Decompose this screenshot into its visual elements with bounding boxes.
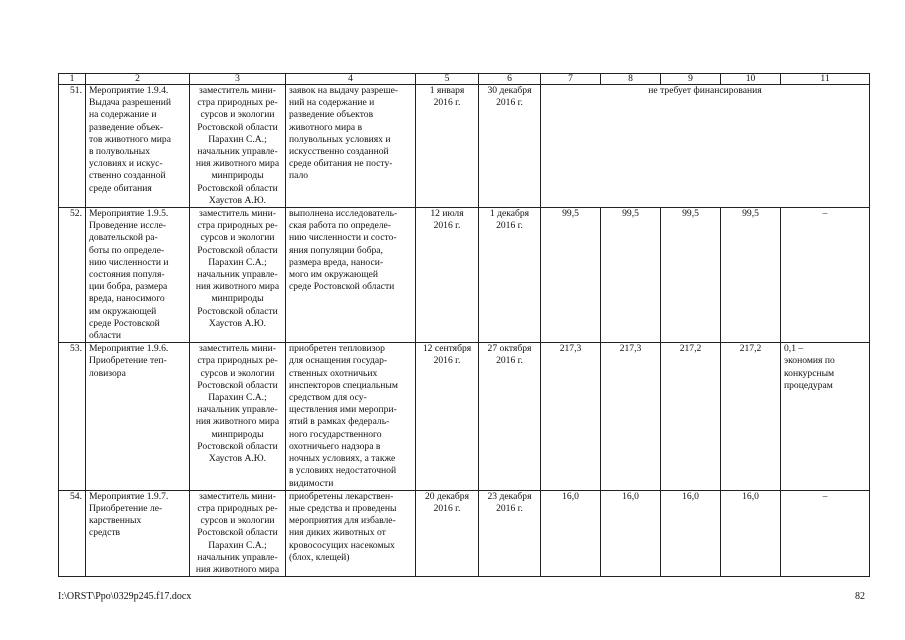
expected-result-line: приобретен тепловизор	[289, 343, 385, 355]
expected-result-line: полувольных условиях и	[289, 133, 391, 145]
expected-result-line: среде Ростовской области	[289, 281, 395, 293]
measure-name-line: довательской ра-	[89, 232, 158, 244]
expected-result-line: разведение объектов	[289, 109, 374, 121]
measure-name	[86, 490, 190, 576]
responsible-executor-line: сурсов и экологии	[200, 515, 275, 527]
start-date	[416, 85, 479, 208]
end-date	[479, 343, 541, 490]
expected-result-line: инспекторов специальным	[289, 379, 398, 391]
start-date-line: 2016 г.	[433, 355, 461, 367]
responsible-executor	[190, 490, 286, 576]
measure-name-line: в полувольных	[89, 146, 150, 158]
responsible-executor-line: заместитель мини-	[199, 490, 276, 502]
expected-result-line: ного государственного	[289, 428, 382, 440]
row-number: 51.	[59, 85, 86, 208]
responsible-executor-line: сурсов и экологии	[200, 109, 275, 121]
start-date	[416, 208, 479, 343]
start-date	[416, 343, 479, 490]
measure-name-line: боты по определе-	[89, 244, 165, 256]
start-date-line: 20 декабря	[425, 490, 469, 502]
document-table	[58, 73, 870, 577]
responsible-executor-line: стра природных ре-	[197, 502, 278, 514]
expected-result-line: выполнена исследователь-	[289, 208, 398, 220]
end-date-line: 1 декабря	[489, 208, 530, 220]
responsible-executor-line: Ростовской области	[197, 440, 278, 452]
measure-name-line: условиях и искус-	[89, 158, 163, 170]
measure-name-line: на содержание и	[89, 109, 157, 121]
end-date-line: 23 декабря	[487, 490, 532, 502]
measure-name-line: ции бобра, размера	[89, 281, 168, 293]
column-number-6: 6	[479, 74, 541, 85]
measure-name-line: среде Ростовской	[89, 317, 160, 329]
expected-result-line: яния популяции бобра,	[289, 244, 383, 256]
note-col-11-line: экономия по	[784, 355, 835, 367]
expected-result-line: (блох, клещей)	[289, 551, 350, 563]
expected-result-line: животного мира в	[289, 121, 363, 133]
measure-name-line: среде обитания	[89, 182, 152, 194]
responsible-executor-line: Ростовской области	[197, 244, 278, 256]
column-number-row	[59, 74, 870, 85]
responsible-executor-line: сурсов и экологии	[200, 367, 275, 379]
responsible-executor-line: Парахин С.А.;	[208, 133, 267, 145]
responsible-executor	[190, 85, 286, 208]
table-row	[59, 85, 870, 208]
start-date-line: 1 января	[429, 85, 465, 96]
value-col-9: 16,0	[661, 490, 721, 576]
measure-name-line: Приобретение теп-	[89, 355, 167, 367]
responsible-executor-line: минприроды	[211, 170, 264, 182]
table-row	[59, 490, 870, 576]
end-date-line: 30 декабря	[487, 85, 532, 96]
expected-result-line: ственных охотничьих	[289, 367, 378, 379]
end-date	[479, 208, 541, 343]
expected-result-line: ятий в рамках федераль-	[289, 416, 390, 428]
measure-name	[86, 343, 190, 490]
value-col-8: 16,0	[601, 490, 661, 576]
responsible-executor-line: заместитель мини-	[199, 208, 276, 220]
end-date	[479, 85, 541, 208]
expected-result-line: ществления ими меропри-	[289, 404, 397, 416]
expected-result	[286, 343, 416, 490]
responsible-executor-line: заместитель мини-	[199, 343, 276, 355]
responsible-executor	[190, 343, 286, 490]
value-col-7: 16,0	[541, 490, 601, 576]
column-number-2: 2	[86, 74, 190, 85]
responsible-executor-line: Ростовской области	[197, 379, 278, 391]
column-number-3: 3	[190, 74, 286, 85]
end-date-line: 2016 г.	[496, 355, 523, 367]
expected-result-line: приобретены лекарствен-	[289, 490, 394, 502]
measure-name-line: вреда, наносимого	[89, 293, 165, 305]
expected-result-line: в условиях недостаточной	[289, 465, 397, 477]
responsible-executor-line: стра природных ре-	[197, 220, 278, 232]
expected-result-line: искусственно созданной	[289, 146, 389, 158]
measure-name-line: области	[89, 330, 122, 342]
measure-name-line: разведение объек-	[89, 121, 164, 133]
expected-result-line: пало	[289, 170, 309, 182]
note-col-11	[781, 208, 870, 343]
page-number: 82	[855, 591, 865, 602]
responsible-executor-line: Ростовской области	[197, 305, 278, 317]
column-number-1: 1	[59, 74, 86, 85]
responsible-executor-line: ния животного мира	[195, 563, 280, 575]
start-date-line: 12 сентября	[422, 343, 472, 355]
column-number-4: 4	[286, 74, 416, 85]
value-col-7: 99,5	[541, 208, 601, 343]
responsible-executor-line: начальник управле-	[197, 146, 278, 158]
measure-name-line: средств	[89, 527, 121, 539]
responsible-executor-line: Ростовской области	[197, 121, 278, 133]
note-col-11-line: 0,1 –	[784, 343, 804, 355]
row-number: 52.	[59, 208, 86, 343]
column-number-8: 8	[601, 74, 661, 85]
start-date-line: 12 июля	[430, 208, 464, 220]
column-number-11: 11	[781, 74, 870, 85]
start-date-line: 2016 г.	[433, 97, 461, 109]
responsible-executor-line: стра природных ре-	[197, 355, 278, 367]
expected-result-line: нию численности и состо-	[289, 232, 397, 244]
expected-result-line: ская работа по определе-	[289, 220, 391, 232]
measure-name-line: карственных	[89, 515, 142, 527]
responsible-executor-line: Хаустов А.Ю.	[208, 194, 267, 206]
note-col-11-line: конкурсным	[784, 367, 835, 379]
end-date-line: 27 октября	[487, 343, 532, 355]
expected-result-line: ночных условиях, а также	[289, 453, 396, 465]
responsible-executor-line: минприроды	[211, 293, 264, 305]
row-number: 53.	[59, 343, 86, 490]
expected-result-line: видимости	[289, 477, 334, 489]
expected-result-line: охотничьего надзора в	[289, 440, 381, 452]
measure-name-line: состояния популя-	[89, 269, 165, 281]
responsible-executor-line: начальник управле-	[197, 404, 278, 416]
expected-result-line: для оснащения государ-	[289, 355, 388, 367]
note-col-11-line: –	[822, 490, 828, 502]
responsible-executor-line: ния животного мира	[195, 416, 280, 428]
start-date-line: 2016 г.	[433, 220, 461, 232]
responsible-executor-line: заместитель мини-	[199, 85, 276, 96]
responsible-executor-line: Парахин С.А.;	[208, 539, 267, 551]
responsible-executor-line: Парахин С.А.;	[208, 256, 267, 268]
measure-name-line: Проведение иссле-	[89, 220, 167, 232]
note-col-11-line: процедурам	[784, 379, 833, 391]
value-col-10: 16,0	[721, 490, 781, 576]
measure-name-line: им окружающей	[89, 305, 157, 317]
responsible-executor-line: Ростовской области	[197, 527, 278, 539]
expected-result	[286, 208, 416, 343]
expected-result-line: ные средства и проведены	[289, 502, 397, 514]
measure-name-line: тов животного мира	[89, 133, 171, 145]
start-date	[416, 490, 479, 576]
responsible-executor-line: минприроды	[211, 428, 264, 440]
note-col-11-line: –	[822, 208, 828, 220]
measure-name	[86, 208, 190, 343]
column-number-9: 9	[661, 74, 721, 85]
responsible-executor-line: Хаустов А.Ю.	[208, 453, 267, 465]
footer-file-path: I:\ORST\Ppo\0329p245.f17.docx	[58, 591, 192, 602]
expected-result-line: кровососущих насекомых	[289, 539, 395, 551]
value-col-9: 217,2	[661, 343, 721, 490]
measure-name-line: нию численности и	[89, 256, 169, 268]
measure-name	[86, 85, 190, 208]
row-number: 54.	[59, 490, 86, 576]
note-col-11	[781, 490, 870, 576]
measure-name-line: Мероприятие 1.9.7.	[89, 490, 169, 502]
end-date-line: 2016 г.	[496, 97, 523, 109]
measure-name-line: Выдача разрешений	[89, 97, 172, 109]
responsible-executor-line: начальник управле-	[197, 269, 278, 281]
measure-name-line: Мероприятие 1.9.4.	[89, 85, 169, 96]
note-col-11	[781, 343, 870, 490]
measure-name-line: Мероприятие 1.9.5.	[89, 208, 169, 220]
responsible-executor-line: Ростовской области	[197, 182, 278, 194]
value-col-8: 99,5	[601, 208, 661, 343]
table-row	[59, 208, 870, 343]
expected-result-line: размера вреда, наноси-	[289, 256, 384, 268]
responsible-executor	[190, 208, 286, 343]
responsible-executor-line: Парахин С.А.;	[208, 392, 267, 404]
value-col-9: 99,5	[661, 208, 721, 343]
value-col-7: 217,3	[541, 343, 601, 490]
financing-note: не требует финансирования	[541, 85, 870, 208]
end-date-line: 2016 г.	[496, 220, 523, 232]
expected-result-line: ния диких животных от	[289, 527, 386, 539]
responsible-executor-line: Хаустов А.Ю.	[208, 317, 267, 329]
expected-result	[286, 85, 416, 208]
expected-result-line: среде обитания не посту-	[289, 158, 393, 170]
expected-result-line: заявок на выдачу разреше-	[289, 85, 399, 96]
column-number-5: 5	[416, 74, 479, 85]
measure-name-line: Мероприятие 1.9.6.	[89, 343, 169, 355]
measure-name-line: Приобретение ле-	[89, 502, 163, 514]
expected-result	[286, 490, 416, 576]
responsible-executor-line: начальник управле-	[197, 551, 278, 563]
expected-result-line: мого им окружающей	[289, 269, 378, 281]
expected-result-line: средством для осу-	[289, 392, 367, 404]
column-number-10: 10	[721, 74, 781, 85]
column-number-7: 7	[541, 74, 601, 85]
end-date	[479, 490, 541, 576]
value-col-10: 217,2	[721, 343, 781, 490]
value-col-10: 99,5	[721, 208, 781, 343]
responsible-executor-line: ния животного мира	[195, 281, 280, 293]
expected-result-line: ний на содержание и	[289, 97, 375, 109]
responsible-executor-line: ния животного мира	[195, 158, 280, 170]
value-col-8: 217,3	[601, 343, 661, 490]
measure-name-line: ственно созданной	[89, 170, 166, 182]
table-row	[59, 343, 870, 490]
start-date-line: 2016 г.	[433, 502, 461, 514]
measure-name-line: ловизора	[89, 367, 126, 379]
responsible-executor-line: сурсов и экологии	[200, 232, 275, 244]
end-date-line: 2016 г.	[496, 502, 523, 514]
expected-result-line: мероприятия для избавле-	[289, 515, 396, 527]
responsible-executor-line: стра природных ре-	[197, 97, 278, 109]
